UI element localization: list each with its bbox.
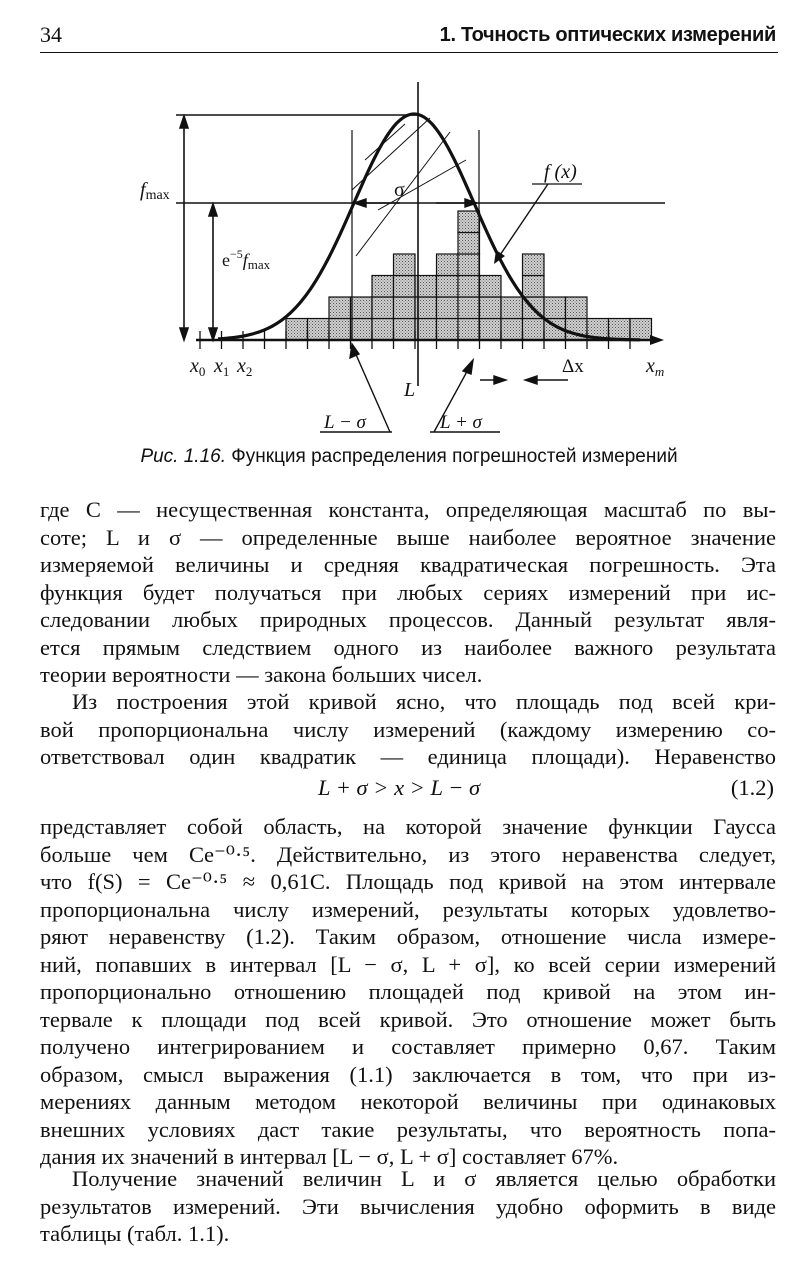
label-e5fmax: $e^{-5}fmax$ xyxy=(222,247,271,272)
histogram-square xyxy=(308,319,330,341)
label-x2: $x_2$ xyxy=(237,355,253,379)
label-fx: f (x) xyxy=(544,161,577,183)
page-number: 34 xyxy=(40,22,62,47)
text-line: результатов измерений. Эти вычисления удобно оформить в виде xyxy=(40,1193,776,1219)
histogram-square xyxy=(501,319,523,341)
text-line: пропорционально отношению площадей под кривой на этом ин- xyxy=(40,979,776,1004)
histogram-square xyxy=(523,276,545,298)
curve-hatching xyxy=(352,118,466,256)
text-line: образом, смысл выражения (1.1) заключается в том, что при из- xyxy=(40,1061,776,1087)
histogram-square xyxy=(329,297,351,319)
histogram-square xyxy=(609,319,631,341)
histogram-square xyxy=(458,233,480,255)
caption-label: Рис. 1.16. xyxy=(140,446,226,467)
delta-x-arrows xyxy=(480,376,568,384)
histogram-square xyxy=(437,319,459,341)
running-head: 1. Точность оптических измерений xyxy=(439,24,776,46)
histogram-square xyxy=(480,319,502,341)
label-x1: $x_1$ xyxy=(214,355,230,379)
fx-pointer xyxy=(498,184,548,258)
formula-expression: L + σ > x > L − σ xyxy=(318,775,481,800)
text-line: ответствовал один квадратик — единица площади). Неравенство xyxy=(40,744,776,769)
text-line: функция будет получаться при любых сериях измерений при ис- xyxy=(40,579,776,605)
fmax-dimension xyxy=(180,116,188,340)
histogram-square xyxy=(458,319,480,341)
figure-error-distribution xyxy=(0,62,794,442)
text-line: что f(S) = Ce⁻⁰·⁵ ≈ 0,61C. Площадь под кривой на этом интервале xyxy=(40,869,776,894)
histogram-square xyxy=(372,276,394,298)
histogram-square xyxy=(394,276,416,298)
histogram-square xyxy=(394,254,416,276)
histogram-square xyxy=(372,319,394,341)
histogram-square xyxy=(458,254,480,276)
text-line: ряют неравенству (1.2). Таким образом, отношение числа измере- xyxy=(40,924,776,949)
text-line: таблицы (табл. 1.1). xyxy=(40,1221,230,1246)
paragraph-2 xyxy=(40,688,776,771)
label-L: L xyxy=(404,379,416,401)
histogram-square xyxy=(458,211,480,233)
histogram-square xyxy=(523,319,545,341)
paragraph-1 xyxy=(40,496,776,689)
histogram-square xyxy=(480,276,502,298)
text-line: тервале к площади под всей кривой. Это отношение может быть xyxy=(40,1006,776,1032)
text-line: где C — несущественная константа, определяющая масштаб по вы- xyxy=(40,497,776,522)
paragraph-4 xyxy=(40,1165,776,1248)
histogram-square xyxy=(458,297,480,319)
label-xm: $x_m$ xyxy=(646,355,665,379)
histogram-square xyxy=(544,297,566,319)
text-line: мерениях данным методом некоторой величины при одинаковых xyxy=(40,1089,776,1114)
paragraph-3 xyxy=(40,813,776,1171)
histogram-square xyxy=(480,297,502,319)
caption-text: Функция распределения погрешностей измерений xyxy=(226,446,678,467)
text-line: вой пропорциональна числу измерений (каждому измерению со- xyxy=(40,716,776,742)
text-line: измеряемой величины и средняя квадратическая погрешность. Эта xyxy=(40,552,776,577)
formula-1-2 xyxy=(40,775,776,803)
histogram-square xyxy=(394,297,416,319)
histogram-square xyxy=(437,254,459,276)
histogram-square xyxy=(394,319,416,341)
formula-number: (1.2) xyxy=(730,775,774,800)
histogram-square xyxy=(286,319,308,341)
text-line: больше чем Ce⁻⁰·⁵. Действительно, из этого неравенства следует, xyxy=(40,841,776,867)
histogram-square xyxy=(372,297,394,319)
text-line: ний, попавших в интервал [L − σ, L + σ], ко всей серии измерений xyxy=(40,951,776,977)
histogram-square xyxy=(329,319,351,341)
label-dx: Δx xyxy=(562,356,584,377)
histogram-square xyxy=(566,297,588,319)
e5fmax-dimension xyxy=(209,204,217,340)
label-L-minus-sigma: L − σ xyxy=(324,412,366,433)
histogram-square xyxy=(630,319,652,341)
figure-caption xyxy=(40,446,778,468)
label-sigma: σ xyxy=(394,179,405,201)
histogram-square xyxy=(351,297,373,319)
label-x0: $x_0$ xyxy=(190,355,206,379)
histogram-square xyxy=(437,297,459,319)
text-line: дания их значений в интервал [L − σ, L + σ] составляет 67%. xyxy=(40,1144,619,1169)
label-fmax: fmax xyxy=(140,179,170,203)
text-line: Получение значений величин L и σ является целью обработки xyxy=(72,1166,776,1191)
text-line: соте; L и σ — определенные выше наиболее вероятное значение xyxy=(40,524,776,550)
label-L-plus-sigma: L + σ xyxy=(440,412,482,433)
text-line: получено интегрированием и составляет примерно 0,67. Таким xyxy=(40,1034,776,1059)
histogram-square xyxy=(458,276,480,298)
text-line: Из построения этой кривой ясно, что площадь под всей кри- xyxy=(72,689,776,714)
page-header xyxy=(40,20,778,53)
histogram-square xyxy=(351,319,373,341)
text-line: ется прямым следствием одного из наиболее важного результата xyxy=(40,634,776,660)
text-line: пропорциональна числу измерений, результаты которых удовлетво- xyxy=(40,896,776,922)
histogram-square xyxy=(501,297,523,319)
text-line: следовании любых природных процессов. Данный результат явля- xyxy=(40,607,776,632)
histogram-square xyxy=(523,254,545,276)
text-line: внешних условиях даст такие результаты, что вероятность попа- xyxy=(40,1116,776,1142)
text-line: теории вероятности — закона больших чисел. xyxy=(40,662,483,687)
histogram-square xyxy=(437,276,459,298)
text-line: представляет собой область, на которой значение функции Гаусса xyxy=(40,814,776,839)
